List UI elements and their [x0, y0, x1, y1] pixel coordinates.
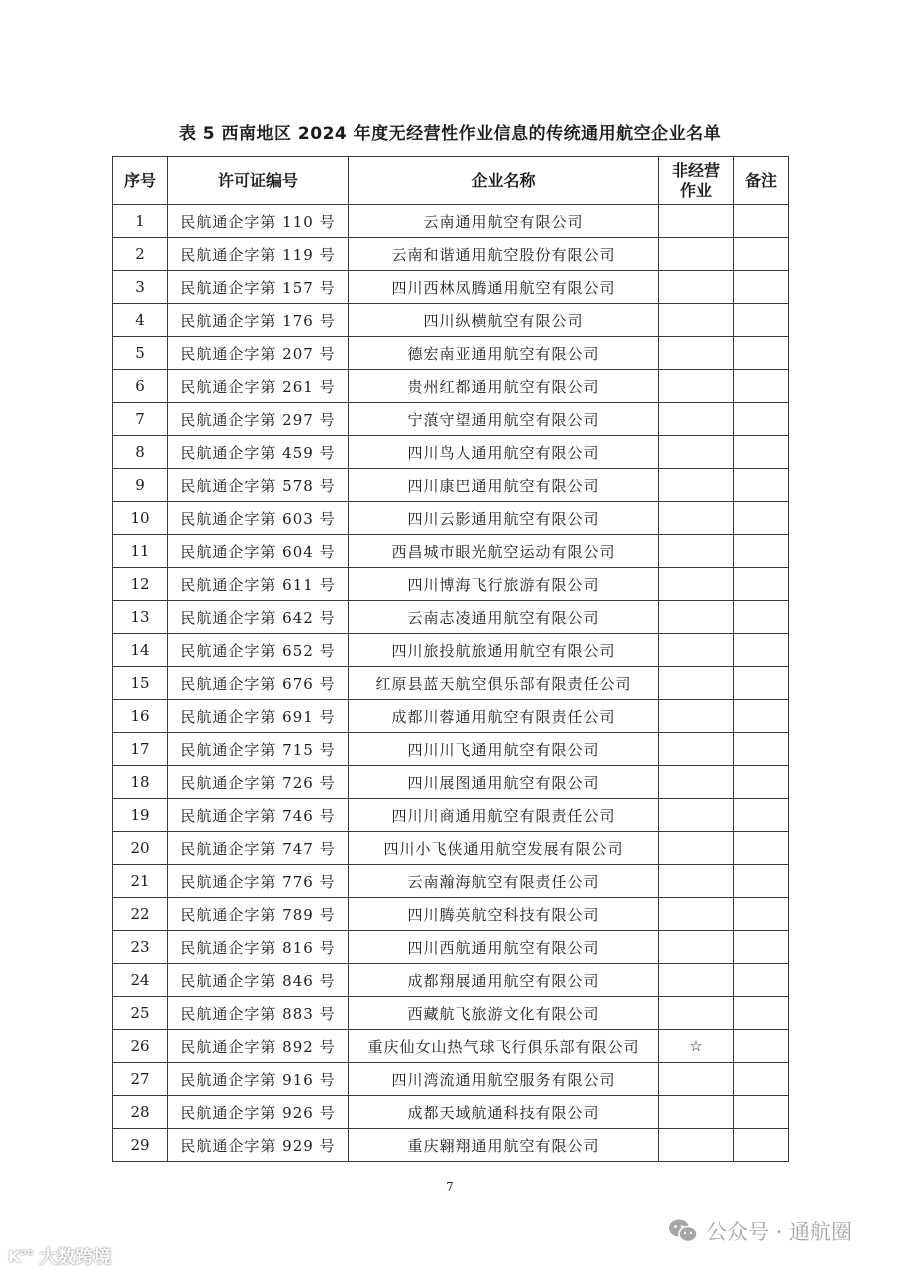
table-row: [113, 304, 789, 337]
cell-remarks: [734, 205, 789, 238]
cell-company-name: 四川展图通用航空有限公司: [349, 766, 659, 799]
cell-non-operating: [659, 634, 734, 667]
cell-license: 民航通企字第 926 号: [168, 1096, 349, 1129]
cell-remarks: [734, 535, 789, 568]
cell-company-name: 重庆仙女山热气球飞行俱乐部有限公司: [349, 1030, 659, 1063]
table-row: [113, 403, 789, 436]
cell-license: 民航通企字第 603 号: [168, 502, 349, 535]
cell-remarks: [734, 1063, 789, 1096]
cell-non-operating: [659, 832, 734, 865]
cell-license: 民航通企字第 604 号: [168, 535, 349, 568]
header-non-operating: [659, 157, 734, 205]
cell-remarks: [734, 469, 789, 502]
cell-remarks: [734, 766, 789, 799]
cell-seq: 29: [113, 1129, 168, 1162]
cell-remarks: [734, 271, 789, 304]
cell-non-operating: [659, 502, 734, 535]
cell-company-name: 云南志凌通用航空有限公司: [349, 601, 659, 634]
cell-seq: 3: [113, 271, 168, 304]
cell-non-operating: [659, 766, 734, 799]
cell-company-name: 贵州红都通用航空有限公司: [349, 370, 659, 403]
cell-license: 民航通企字第 676 号: [168, 667, 349, 700]
table-row: [113, 1063, 789, 1096]
cell-company-name: 四川博海飞行旅游有限公司: [349, 568, 659, 601]
cell-non-operating: [659, 733, 734, 766]
watermark-right: [668, 1216, 852, 1246]
cell-seq: 15: [113, 667, 168, 700]
table-header-row: [113, 157, 789, 205]
cell-non-operating: [659, 700, 734, 733]
cell-seq: 27: [113, 1063, 168, 1096]
cell-license: 民航通企字第 578 号: [168, 469, 349, 502]
cell-remarks: [734, 700, 789, 733]
cell-non-operating: [659, 931, 734, 964]
cell-seq: 12: [113, 568, 168, 601]
cell-non-operating: [659, 799, 734, 832]
cell-license: 民航通企字第 176 号: [168, 304, 349, 337]
cell-license: 民航通企字第 119 号: [168, 238, 349, 271]
table-row: [113, 898, 789, 931]
cell-license: 民航通企字第 789 号: [168, 898, 349, 931]
cell-non-operating: [659, 205, 734, 238]
table-row: [113, 799, 789, 832]
watermark-right-text: 公众号 · 通航圈: [706, 1220, 853, 1244]
cell-non-operating: [659, 469, 734, 502]
cell-license: 民航通企字第 297 号: [168, 403, 349, 436]
cell-company-name: 四川纵横航空有限公司: [349, 304, 659, 337]
cell-company-name: 德宏南亚通用航空有限公司: [349, 337, 659, 370]
cell-company-name: 四川腾英航空科技有限公司: [349, 898, 659, 931]
cell-license: 民航通企字第 652 号: [168, 634, 349, 667]
company-list-table: [112, 156, 789, 1162]
cell-license: 民航通企字第 747 号: [168, 832, 349, 865]
cell-seq: 9: [113, 469, 168, 502]
cell-company-name: 西昌城市眼光航空运动有限公司: [349, 535, 659, 568]
cell-remarks: [734, 667, 789, 700]
cell-non-operating: [659, 304, 734, 337]
cell-seq: 21: [113, 865, 168, 898]
table-row: [113, 700, 789, 733]
watermark-left-text: 大数跨境: [39, 1247, 112, 1268]
cell-license: 民航通企字第 846 号: [168, 964, 349, 997]
cell-seq: 4: [113, 304, 168, 337]
cell-license: 民航通企字第 715 号: [168, 733, 349, 766]
cell-company-name: 成都翔展通用航空有限公司: [349, 964, 659, 997]
cell-remarks: [734, 436, 789, 469]
cell-seq: 22: [113, 898, 168, 931]
cell-company-name: 重庆翱翔通用航空有限公司: [349, 1129, 659, 1162]
header-non-operating-line2: 作业: [679, 180, 712, 200]
cell-remarks: [734, 1129, 789, 1162]
table-row: [113, 667, 789, 700]
table-row: [113, 238, 789, 271]
cell-seq: 1: [113, 205, 168, 238]
cell-company-name: 四川小飞侠通用航空发展有限公司: [349, 832, 659, 865]
cell-license: 民航通企字第 726 号: [168, 766, 349, 799]
cell-seq: 16: [113, 700, 168, 733]
cell-company-name: 西藏航飞旅游文化有限公司: [349, 997, 659, 1030]
cell-company-name: 四川川飞通用航空有限公司: [349, 733, 659, 766]
cell-remarks: [734, 964, 789, 997]
cell-remarks: [734, 502, 789, 535]
cell-seq: 18: [113, 766, 168, 799]
cell-license: 民航通企字第 207 号: [168, 337, 349, 370]
cell-remarks: [734, 931, 789, 964]
table-row: [113, 1129, 789, 1162]
cell-seq: 13: [113, 601, 168, 634]
cell-non-operating: [659, 271, 734, 304]
cell-seq: 24: [113, 964, 168, 997]
cell-remarks: [734, 634, 789, 667]
cell-seq: 17: [113, 733, 168, 766]
cell-remarks: [734, 799, 789, 832]
cell-license: 民航通企字第 691 号: [168, 700, 349, 733]
cell-remarks: [734, 997, 789, 1030]
cell-seq: 6: [113, 370, 168, 403]
cell-seq: 10: [113, 502, 168, 535]
table-title: 表 5 西南地区 2024 年度无经营性作业信息的传统通用航空企业名单: [178, 124, 722, 144]
table-row: [113, 865, 789, 898]
cell-remarks: [734, 733, 789, 766]
cell-seq: 7: [113, 403, 168, 436]
cell-remarks: [734, 568, 789, 601]
table-row: [113, 370, 789, 403]
table-row: [113, 568, 789, 601]
cell-non-operating: ☆: [659, 1030, 734, 1063]
cell-seq: 25: [113, 997, 168, 1030]
page-number: 7: [446, 1180, 454, 1194]
table-row: [113, 733, 789, 766]
cell-license: 民航通企字第 611 号: [168, 568, 349, 601]
table-row: [113, 997, 789, 1030]
table-row: [113, 337, 789, 370]
cell-non-operating: [659, 436, 734, 469]
brand-logo-icon: K°°: [8, 1246, 34, 1266]
cell-company-name: 云南和谐通用航空股份有限公司: [349, 238, 659, 271]
table-row: [113, 832, 789, 865]
cell-non-operating: [659, 337, 734, 370]
cell-company-name: 宁蒗守望通用航空有限公司: [349, 403, 659, 436]
cell-license: 民航通企字第 110 号: [168, 205, 349, 238]
cell-remarks: [734, 832, 789, 865]
cell-seq: 23: [113, 931, 168, 964]
cell-seq: 2: [113, 238, 168, 271]
cell-non-operating: [659, 964, 734, 997]
cell-non-operating: [659, 238, 734, 271]
table-row: [113, 436, 789, 469]
cell-non-operating: [659, 898, 734, 931]
cell-remarks: [734, 1096, 789, 1129]
cell-seq: 28: [113, 1096, 168, 1129]
cell-non-operating: [659, 1129, 734, 1162]
cell-company-name: 四川川商通用航空有限责任公司: [349, 799, 659, 832]
cell-company-name: 四川旅投航旅通用航空有限公司: [349, 634, 659, 667]
cell-license: 民航通企字第 816 号: [168, 931, 349, 964]
cell-remarks: [734, 238, 789, 271]
table-row: [113, 469, 789, 502]
cell-non-operating: [659, 568, 734, 601]
cell-license: 民航通企字第 459 号: [168, 436, 349, 469]
cell-license: 民航通企字第 883 号: [168, 997, 349, 1030]
wechat-icon: [668, 1218, 698, 1244]
table-row: [113, 634, 789, 667]
table-row: [113, 1030, 789, 1063]
cell-seq: 11: [113, 535, 168, 568]
cell-non-operating: [659, 997, 734, 1030]
cell-remarks: [734, 1030, 789, 1063]
cell-license: 民航通企字第 642 号: [168, 601, 349, 634]
cell-company-name: 云南瀚海航空有限责任公司: [349, 865, 659, 898]
watermark-left: [8, 1243, 111, 1269]
cell-company-name: 四川云影通用航空有限公司: [349, 502, 659, 535]
header-remarks: 备注: [734, 157, 789, 205]
header-seq: 序号: [113, 157, 168, 205]
cell-remarks: [734, 865, 789, 898]
cell-license: 民航通企字第 261 号: [168, 370, 349, 403]
cell-license: 民航通企字第 746 号: [168, 799, 349, 832]
cell-company-name: 四川西林凤腾通用航空有限公司: [349, 271, 659, 304]
table-row: [113, 601, 789, 634]
cell-non-operating: [659, 535, 734, 568]
cell-company-name: 四川鸟人通用航空有限公司: [349, 436, 659, 469]
header-license: 许可证编号: [168, 157, 349, 205]
cell-company-name: 四川湾流通用航空服务有限公司: [349, 1063, 659, 1096]
cell-license: 民航通企字第 929 号: [168, 1129, 349, 1162]
cell-company-name: 红原县蓝天航空俱乐部有限责任公司: [349, 667, 659, 700]
header-company: 企业名称: [349, 157, 659, 205]
cell-seq: 14: [113, 634, 168, 667]
cell-non-operating: [659, 865, 734, 898]
table-row: [113, 205, 789, 238]
cell-non-operating: [659, 601, 734, 634]
cell-license: 民航通企字第 916 号: [168, 1063, 349, 1096]
table-row: [113, 931, 789, 964]
cell-seq: 19: [113, 799, 168, 832]
cell-remarks: [734, 403, 789, 436]
table-row: [113, 502, 789, 535]
cell-remarks: [734, 898, 789, 931]
cell-company-name: 成都川蓉通用航空有限责任公司: [349, 700, 659, 733]
cell-remarks: [734, 370, 789, 403]
cell-seq: 8: [113, 436, 168, 469]
table-row: [113, 766, 789, 799]
cell-license: 民航通企字第 892 号: [168, 1030, 349, 1063]
cell-seq: 26: [113, 1030, 168, 1063]
header-non-operating-line1: 非经营: [671, 160, 720, 180]
cell-remarks: [734, 601, 789, 634]
cell-non-operating: [659, 403, 734, 436]
cell-company-name: 四川康巴通用航空有限公司: [349, 469, 659, 502]
cell-non-operating: [659, 1063, 734, 1096]
cell-seq: 20: [113, 832, 168, 865]
cell-company-name: 四川西航通用航空有限公司: [349, 931, 659, 964]
table-row: [113, 1096, 789, 1129]
cell-company-name: 成都天域航通科技有限公司: [349, 1096, 659, 1129]
cell-seq: 5: [113, 337, 168, 370]
cell-non-operating: [659, 370, 734, 403]
cell-non-operating: [659, 667, 734, 700]
cell-remarks: [734, 304, 789, 337]
table-row: [113, 535, 789, 568]
cell-license: 民航通企字第 157 号: [168, 271, 349, 304]
cell-license: 民航通企字第 776 号: [168, 865, 349, 898]
table-row: [113, 271, 789, 304]
table-row: [113, 964, 789, 997]
cell-non-operating: [659, 1096, 734, 1129]
cell-company-name: 云南通用航空有限公司: [349, 205, 659, 238]
cell-remarks: [734, 337, 789, 370]
